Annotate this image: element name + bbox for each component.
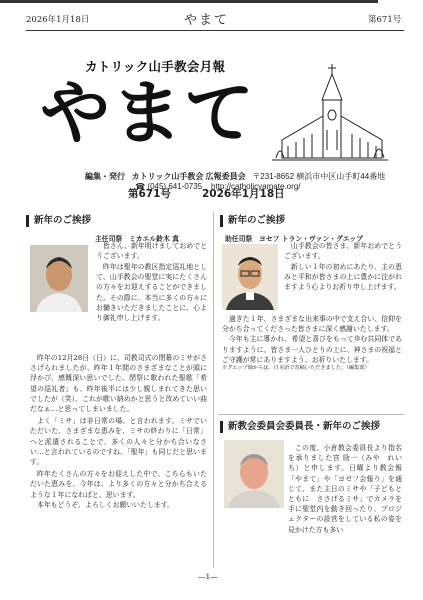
header-title: やまて — [184, 13, 230, 28]
header-issue-number: 第671号 — [368, 15, 402, 25]
right-article-para-1: 新しい１年の初めにあたり、主の恵みと平和が皆さまの上に豊かに注がれますよう心よりお祈り申し上げます。 — [284, 263, 402, 292]
publisher-phone: ☎ (045) 641-0735 — [135, 182, 203, 191]
left-article-heading: 新年のご挨拶 — [26, 215, 91, 227]
left-article-para-4: 昨年たくさんの方々をお迎えした中で、こちらもいただいた恵みを、今年は、より多くの方々と分かち合えるような１年になればと、思います。 — [30, 470, 207, 499]
right-article-note: ※グエップ師からは、日本語で寄稿いただきました。（編集部） — [222, 365, 370, 372]
masthead-band — [0, 0, 378, 3]
left-article-para-2: 昨年の12月28日（日）に、司教司式の閉幕のミサがささげられましたが、昨年１年間のさまざまなことが頭に浮かび、感慨深い思いでした。閉祭に歌われた聖歌「希望の巡礼者」も、昨年後半には少し親しまれてきた思いでしたが（笑）、これが歌い納めかと思うと改めていい曲だなぁ…と思ってしまいました。 — [30, 354, 207, 414]
left-article-para-1: 昨年は聖年の教区指定巡礼地として、山手教会の聖堂に実にたくさんの方々をお迎えすることができました。その際に、本当に多くの方々にお働きいただきましたことに、心より御礼申し上げます。 — [96, 263, 207, 323]
left-article-para-5: 本年もどうぞ、よろしくお願いいたします。 — [36, 500, 175, 509]
issue-number: 第671号 — [128, 188, 171, 200]
publisher-name: カトリック山手教会 広報委員会 — [131, 172, 246, 181]
committee-article-heading: 新教会委員会委員長・新年のご挨拶 — [220, 421, 380, 433]
left-article-para-top: 皆さん、新年明けましておめでとうございます。 — [96, 242, 207, 261]
left-article-byline: 主任司祭 ミカエル鈴木 真 — [95, 235, 179, 243]
right-section-divider — [218, 414, 404, 415]
right-article-heading: 新年のご挨拶 — [220, 215, 285, 227]
header-rule — [26, 30, 404, 31]
publisher-url[interactable]: http://catholicyamate.org/ — [211, 182, 301, 191]
masthead-kicker: カトリック山手教会月報 — [85, 59, 226, 74]
header-date: 2026年1月18日 — [26, 15, 90, 25]
church-illustration — [270, 60, 390, 168]
right-article-para-2: 過ぎた１年、さまざまな出来事の中で支え合い、信仰を分かち合ってくださった皆さまに深く感謝いたします。 — [222, 315, 402, 334]
publisher-address: 〒231-8652 横浜市中区山手町44番地 — [252, 172, 386, 181]
issue-date: 2026年1月18日 — [202, 188, 285, 200]
right-article-para-3: 今年も主に導かれ、希望と喜びをもって歩む共同体でありますように。皆さま一人ひとりの上に、神さまの祝福とご守護が常にありますよう、お祈りいたします。 — [222, 335, 402, 364]
right-article-para-top: 山手教会の皆さま、新年おめでとうございます。 — [284, 242, 402, 261]
page-number: ―1― — [198, 572, 218, 581]
masthead-title: やまて — [40, 71, 256, 154]
right-article-byline: 助任司祭 ヨセフ トラン・ヴァン・グエップ — [225, 235, 363, 243]
left-article-para-3: よく「ミサ」は非日常の場、と言われます。ミサでいただいた、さまざまな恵みを、ミサの終わりに「日常」へと派遣されることで、多くの人々と分かち合いなさい…と言われているのですね。「聖年」も同じだと思います。 — [30, 417, 207, 467]
column-divider — [213, 212, 214, 568]
publisher-label: 編集・発行 — [85, 172, 125, 181]
committee-article-para-1: この度、小倉教会委員長より指名を承りました宮 励一（みや れいち）と申します。日曜より教会報「やまて」や「ヨゼフ会報り」を通じて、また主日のミサや「子どもとともに ささげるミサ」でカメラを手に聖堂内を動き回ったり、プロジェクターの設営をしている私の姿を見かけた方も多い — [288, 444, 402, 534]
